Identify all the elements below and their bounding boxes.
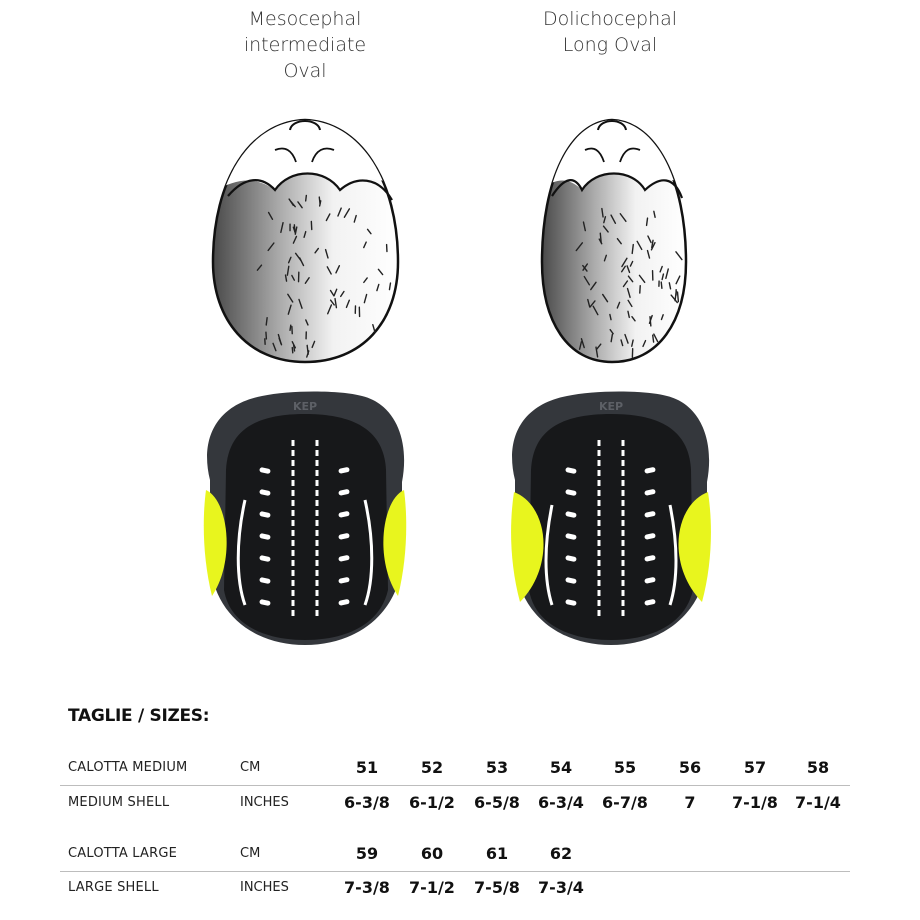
stitch-mark: [622, 470, 625, 476]
size-value: 57: [743, 758, 767, 777]
stitch-mark: [598, 470, 601, 476]
head-shape-label-dolichocephal: Dolichocephal Long Oval: [542, 8, 678, 56]
size-value: 53: [485, 758, 509, 777]
size-value: 6-5/8: [474, 793, 520, 812]
stitch-mark: [292, 510, 295, 516]
head-shape-label-mesocephal: Mesocephal intermediate Oval: [243, 8, 367, 82]
size-row-calotta-medium: [0, 752, 920, 786]
hair-mark: [678, 292, 679, 302]
stitch-mark: [316, 610, 319, 616]
stitch-mark: [316, 460, 319, 466]
stitch-mark: [622, 480, 625, 486]
stitch-mark: [316, 570, 319, 576]
stitch-mark: [292, 440, 295, 446]
size-row-medium-shell: [0, 787, 920, 821]
stitch-mark: [292, 600, 295, 606]
hair-mark: [653, 335, 654, 342]
size-value: 62: [549, 844, 573, 863]
stitch-mark: [316, 490, 319, 496]
size-value: 7: [684, 793, 696, 812]
size-value: 6-3/4: [538, 793, 584, 812]
size-value: 7-3/4: [538, 878, 584, 897]
size-value: 7-3/8: [344, 878, 390, 897]
stitch-mark: [292, 610, 295, 616]
stitch-mark: [292, 480, 295, 486]
stitch-mark: [316, 440, 319, 446]
size-value: 55: [613, 758, 637, 777]
stitch-mark: [622, 510, 625, 516]
size-value: 58: [806, 758, 830, 777]
stitch-mark: [598, 610, 601, 616]
stitch-mark: [292, 450, 295, 456]
size-value: 7-5/8: [474, 878, 520, 897]
stitch-mark: [316, 530, 319, 536]
stitch-mark: [316, 580, 319, 586]
row-label: LARGE SHELL: [68, 880, 159, 895]
stitch-mark: [316, 450, 319, 456]
hair-mark: [661, 282, 662, 288]
hair-mark: [294, 345, 295, 350]
hair-mark: [319, 197, 320, 204]
stitch-mark: [292, 490, 295, 496]
size-value: 52: [420, 758, 444, 777]
row-unit: INCHES: [240, 795, 289, 810]
stitch-mark: [292, 590, 295, 596]
stitch-mark: [292, 540, 295, 546]
stitch-mark: [622, 500, 625, 506]
size-value: 7-1/2: [409, 878, 455, 897]
stitch-mark: [598, 590, 601, 596]
dolichocephal-head-icon: [530, 110, 700, 362]
stitch-mark: [598, 440, 601, 446]
hair-mark: [647, 218, 648, 225]
size-value: 61: [485, 844, 509, 863]
stitch-mark: [598, 580, 601, 586]
hair-mark: [266, 318, 267, 325]
row-unit: CM: [240, 846, 261, 861]
stitch-mark: [598, 550, 601, 556]
stitch-mark: [316, 480, 319, 486]
stitch-mark: [316, 510, 319, 516]
size-value: 6-1/2: [409, 793, 455, 812]
stitch-mark: [598, 570, 601, 576]
stitch-mark: [622, 520, 625, 526]
svg-text:KEP: KEP: [292, 400, 318, 413]
stitch-mark: [292, 530, 295, 536]
hair-mark: [290, 325, 291, 330]
size-value: 6-3/8: [344, 793, 390, 812]
size-value: 59: [355, 844, 379, 863]
stitch-mark: [598, 540, 601, 546]
stitch-mark: [292, 520, 295, 526]
size-row-calotta-large: [0, 838, 920, 872]
stitch-mark: [598, 450, 601, 456]
row-label: CALOTTA MEDIUM: [68, 760, 188, 775]
stitch-mark: [622, 490, 625, 496]
stitch-mark: [622, 550, 625, 556]
size-value: 6-7/8: [602, 793, 648, 812]
row-unit: CM: [240, 760, 261, 775]
stitch-mark: [292, 500, 295, 506]
stitch-mark: [292, 460, 295, 466]
stitch-mark: [622, 560, 625, 566]
stitch-mark: [622, 570, 625, 576]
mesocephal-head-icon: [200, 110, 410, 362]
stitch-mark: [598, 520, 601, 526]
stitch-mark: [622, 530, 625, 536]
stitch-mark: [316, 550, 319, 556]
stitch-mark: [598, 560, 601, 566]
row-unit: INCHES: [240, 880, 289, 895]
stitch-mark: [598, 600, 601, 606]
size-row-large-shell: [0, 872, 920, 906]
stitch-mark: [622, 610, 625, 616]
stitch-mark: [598, 510, 601, 516]
stitch-mark: [598, 490, 601, 496]
stitch-mark: [598, 500, 601, 506]
hair-mark: [292, 348, 293, 353]
stitch-mark: [622, 590, 625, 596]
stitch-mark: [292, 560, 295, 566]
stitch-mark: [598, 460, 601, 466]
hair-mark: [306, 195, 307, 200]
stitch-mark: [316, 600, 319, 606]
stitch-mark: [292, 580, 295, 586]
stitch-mark: [622, 580, 625, 586]
sizes-title: TAGLIE / SIZES:: [68, 706, 210, 726]
size-value: 60: [420, 844, 444, 863]
medium-shell-helmet-icon: [204, 392, 406, 646]
stitch-mark: [292, 470, 295, 476]
stitch-mark: [622, 540, 625, 546]
row-label: CALOTTA LARGE: [68, 846, 178, 861]
table-divider: [60, 785, 850, 786]
stitch-mark: [622, 440, 625, 446]
size-value: 7-1/4: [795, 793, 841, 812]
size-value: 51: [355, 758, 379, 777]
size-value: 56: [678, 758, 702, 777]
row-label: MEDIUM SHELL: [68, 795, 170, 810]
stitch-mark: [598, 530, 601, 536]
stitch-mark: [316, 470, 319, 476]
stitch-mark: [316, 560, 319, 566]
size-value: 54: [549, 758, 573, 777]
large-shell-helmet-icon: [511, 392, 711, 646]
stitch-mark: [292, 570, 295, 576]
stitch-mark: [316, 540, 319, 546]
stitch-mark: [316, 520, 319, 526]
stitch-mark: [622, 460, 625, 466]
stitch-mark: [316, 590, 319, 596]
stitch-mark: [622, 450, 625, 456]
stitch-mark: [292, 550, 295, 556]
stitch-mark: [598, 480, 601, 486]
stitch-mark: [622, 600, 625, 606]
size-value: 7-1/8: [732, 793, 778, 812]
svg-text:KEP: KEP: [598, 400, 624, 413]
hair-mark: [600, 233, 601, 242]
hair-mark: [650, 317, 651, 326]
stitch-mark: [316, 500, 319, 506]
